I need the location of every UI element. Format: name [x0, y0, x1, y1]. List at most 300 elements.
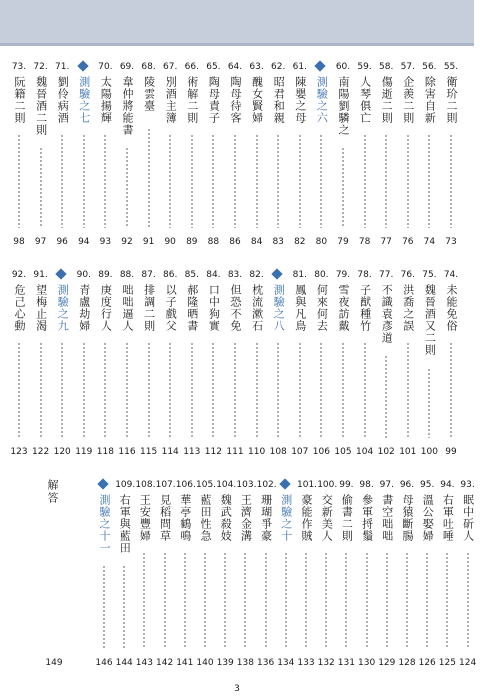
entry-title: 見稻問草	[158, 494, 172, 542]
entry-number: 57.	[400, 62, 415, 72]
toc-section-3	[0, 480, 477, 670]
toc-section-heading	[75, 62, 93, 247]
entry-number: 61.	[292, 62, 307, 72]
entry-title: 陳嬰之母	[293, 76, 307, 124]
entry-title: 陵雲臺	[142, 76, 156, 112]
entry-number: 99.	[339, 480, 354, 490]
entry-number: 80.	[314, 270, 329, 280]
entry-page-number: 131	[337, 658, 355, 668]
entry-page-number: 141	[176, 658, 194, 668]
entry-title: 除害自新	[423, 76, 437, 124]
toc-entry	[75, 270, 93, 460]
entry-title: 咄咄逼人	[121, 284, 134, 332]
toc-entry	[53, 62, 71, 247]
toc-entry	[377, 270, 395, 460]
toc-section-heading	[277, 480, 295, 670]
entry-title: 不識袁彥道	[380, 284, 394, 344]
entry-page-number: 107	[291, 447, 309, 457]
leader-dots	[320, 342, 322, 438]
entry-title: 珊瑚爭豪	[259, 494, 273, 542]
entry-number: 72.	[33, 62, 48, 72]
entry-title: 魏武殺妓	[219, 494, 233, 542]
entry-page-number: 92	[121, 237, 133, 247]
entry-number: 85.	[184, 270, 199, 280]
toc-entry	[140, 62, 158, 247]
toc-section-2	[0, 270, 474, 460]
entry-page-number: 79	[337, 237, 349, 247]
entry-page-number: 138	[236, 658, 254, 668]
entry-title: 測驗之六	[315, 76, 329, 124]
toc-entry	[312, 270, 330, 460]
leader-dots	[428, 134, 430, 228]
leader-dots	[299, 342, 301, 438]
entry-page-number: 76	[402, 237, 414, 247]
entry-page-number: 86	[229, 237, 241, 247]
leader-dots	[385, 355, 387, 438]
entry-page-number: 120	[53, 447, 71, 457]
entry-page-number: 110	[248, 447, 266, 457]
leader-dots	[450, 342, 452, 438]
entry-page-number: 122	[32, 447, 50, 457]
entry-page-number: 104	[356, 447, 374, 457]
leader-dots	[450, 134, 452, 228]
toc-entry	[236, 480, 257, 670]
entry-number: 84.	[206, 270, 221, 280]
leader-dots	[18, 342, 20, 438]
entry-title: 企羨二則	[401, 76, 415, 124]
entry-number: 96.	[399, 480, 415, 490]
entry-title: 華亭鶴鳴	[178, 494, 192, 542]
entry-number: 91.	[33, 270, 48, 280]
entry-title: 排調二則	[142, 284, 156, 332]
leader-dots	[366, 552, 368, 648]
toc-entry	[317, 480, 338, 670]
entry-page-number: 136	[257, 658, 275, 668]
entry-number: 82.	[249, 270, 264, 280]
toc-entry	[257, 480, 275, 670]
entry-title: 藍田性急	[199, 494, 212, 542]
entry-page-number: 91	[142, 237, 155, 247]
entry-number: 74.	[443, 270, 459, 280]
entry-number: 65.	[206, 62, 221, 72]
entry-page-number: 133	[297, 658, 315, 668]
toc-entry	[196, 480, 217, 670]
entry-title: 阮籍二則	[13, 76, 26, 124]
entry-page-number: 142	[156, 658, 174, 668]
toc-entry	[269, 62, 287, 247]
entry-page-number: 97	[34, 237, 47, 247]
entry-page-number: 144	[115, 658, 133, 668]
entry-page-number: 96	[56, 237, 68, 247]
entry-number: 90.	[76, 270, 91, 280]
entry-title: 書空咄咄	[380, 494, 394, 542]
entry-page-number: 123	[10, 447, 28, 457]
toc-entry	[356, 270, 374, 460]
leader-dots	[83, 134, 85, 228]
leader-dots	[265, 552, 267, 648]
entry-number: 79.	[335, 270, 351, 280]
toc-entry	[161, 62, 179, 247]
leader-dots	[191, 134, 193, 228]
entry-number: 77.	[379, 270, 394, 280]
toc-entry	[32, 62, 50, 247]
entry-title: 陶母待客	[229, 76, 242, 124]
toc-entry	[459, 480, 477, 670]
toc-entry	[226, 270, 244, 460]
toc-entry	[204, 270, 222, 460]
leader-dots	[18, 134, 20, 228]
entry-page-number: 80	[315, 237, 328, 247]
toc-entry	[183, 270, 201, 460]
toc-entry	[399, 62, 417, 247]
answers-title: 解答	[46, 479, 59, 505]
entry-page-number: 100	[420, 447, 438, 457]
entry-page-number: 77	[380, 237, 392, 247]
entry-number: 62.	[271, 62, 286, 72]
entry-title: 測驗之七	[77, 76, 91, 124]
entry-title: 右軍與藍田	[118, 494, 132, 554]
entry-number: 98.	[359, 480, 374, 490]
toc-entry	[156, 480, 174, 670]
leader-dots	[407, 342, 409, 438]
leader-dots	[244, 552, 246, 648]
entry-title: 太陽揚輝	[99, 76, 113, 124]
entry-title: 青盧劫婦	[77, 284, 91, 332]
entry-title: 術解二則	[185, 76, 199, 124]
leader-dots	[184, 552, 186, 648]
entry-page-number: 118	[96, 447, 114, 457]
entry-title: 測驗之十一	[98, 494, 111, 554]
entry-title: 洪喬之誤	[401, 284, 415, 332]
toc-entry	[297, 480, 318, 670]
toc-entry	[442, 270, 460, 460]
entry-title: 衛玠二則	[445, 76, 458, 124]
toc-entry	[161, 270, 179, 460]
toc-entry	[140, 270, 158, 460]
entry-number: 66.	[184, 62, 199, 72]
entry-page-number: 101	[399, 447, 417, 457]
leader-dots	[40, 147, 42, 228]
entry-title: 韋仲將能書	[121, 76, 134, 136]
toc-section-1	[0, 62, 474, 247]
entry-page-number: 84	[250, 237, 263, 247]
entry-page-number: 114	[161, 447, 179, 457]
entry-title: 何來何去	[315, 284, 329, 332]
entry-number: 89.	[98, 270, 113, 280]
entry-title: 望梅止渴	[34, 284, 48, 332]
entry-page-number: 134	[277, 658, 295, 668]
toc-entry	[291, 62, 309, 247]
leader-dots	[407, 134, 409, 228]
entry-page-number: 82	[294, 237, 306, 247]
entry-number: 60.	[335, 62, 351, 72]
leader-dots	[426, 552, 428, 648]
entry-title: 溫公娶婦	[421, 494, 435, 542]
leader-dots	[104, 134, 106, 228]
leader-dots	[234, 342, 236, 438]
entry-number: 70.	[98, 62, 113, 72]
toc-entry	[204, 62, 222, 247]
toc-entry	[118, 270, 136, 460]
entry-number: 88.	[119, 270, 135, 280]
leader-dots	[342, 147, 344, 228]
entry-title: 母猿斷腸	[401, 494, 414, 542]
toc-entry	[291, 270, 309, 460]
entry-title: 劉伶病酒	[56, 76, 70, 124]
leader-dots	[224, 552, 226, 648]
entry-number: 87.	[141, 270, 156, 280]
entry-page-number: 106	[312, 447, 330, 457]
entry-page-number: 88	[207, 237, 220, 247]
toc-entry	[377, 62, 395, 247]
entry-title: 口中狗實	[207, 284, 221, 332]
entry-number: 106.	[175, 480, 196, 490]
entry-number: 64.	[227, 62, 243, 72]
leader-dots	[164, 552, 166, 648]
entry-number: 63.	[249, 62, 264, 72]
entry-number: 83.	[227, 270, 243, 280]
entry-title: 偷書二則	[340, 494, 354, 542]
entry-page-number: 146	[95, 658, 113, 668]
entry-title: 別酒主簿	[164, 76, 178, 124]
entry-page-number: 102	[377, 447, 395, 457]
entry-title: 豪能作賊	[300, 494, 313, 542]
entry-page-number: 113	[183, 447, 201, 457]
leader-dots	[406, 552, 408, 648]
leader-dots	[364, 342, 366, 438]
entry-title: 雪夜訪戴	[337, 284, 350, 332]
leader-dots	[204, 552, 206, 648]
entry-number: 78.	[357, 270, 372, 280]
entry-page-number: 93	[99, 237, 112, 247]
entry-title: 枕流漱石	[250, 284, 264, 332]
entry-page-number: 128	[398, 658, 416, 668]
leader-dots	[126, 342, 128, 438]
leader-dots	[285, 552, 287, 648]
leader-dots	[169, 342, 171, 438]
diamond-icon	[97, 478, 108, 489]
leader-dots	[256, 134, 258, 228]
entry-page-number: 108	[269, 447, 287, 457]
toc-entry	[420, 270, 438, 460]
entry-page-number: 139	[216, 658, 234, 668]
entry-title: 南陽劉驎之	[337, 76, 350, 136]
leader-dots	[40, 342, 42, 438]
entry-page-number: 115	[140, 447, 158, 457]
entry-page-number: 105	[334, 447, 352, 457]
leader-dots	[325, 552, 327, 648]
entry-title: 人琴俱亡	[358, 76, 372, 124]
entry-title: 鳳與凡鳥	[293, 284, 307, 332]
leader-dots	[446, 552, 448, 648]
entry-title: 魏晉酒又二則	[423, 284, 437, 356]
leader-dots	[212, 342, 214, 438]
diamond-icon	[56, 268, 67, 279]
leader-dots	[385, 134, 387, 228]
entry-number: 97.	[379, 480, 394, 490]
leader-dots	[467, 552, 469, 648]
entry-page-number: 140	[196, 658, 214, 668]
toc-entry	[398, 480, 416, 670]
toc-entry	[438, 480, 456, 670]
diamond-icon	[77, 60, 88, 71]
leader-dots	[428, 368, 430, 438]
entry-number: 67.	[163, 62, 178, 72]
leader-dots	[320, 134, 322, 228]
entry-page-number: 130	[358, 658, 376, 668]
toc-entry	[334, 270, 352, 460]
toc-entry	[96, 62, 114, 247]
entry-page-number: 74	[423, 237, 436, 247]
toc-entry	[418, 480, 436, 670]
entry-page-number: 73	[445, 237, 457, 247]
entry-page-number: 119	[75, 447, 93, 457]
entry-number: 103.	[236, 480, 257, 490]
entry-page-number: 125	[438, 658, 456, 668]
toc-entry	[135, 480, 156, 670]
leader-dots	[277, 342, 279, 438]
leader-dots	[126, 147, 128, 228]
toc-entry	[337, 480, 355, 670]
page-number: 3	[234, 684, 240, 694]
top-color-band	[0, 0, 474, 46]
toc-entry	[96, 270, 114, 460]
diamond-icon	[315, 60, 326, 71]
entry-title: 右軍吐唾	[441, 494, 455, 542]
entry-page-number: 78	[358, 237, 371, 247]
toc-entry	[183, 62, 201, 247]
leader-dots	[61, 134, 63, 228]
entry-title: 魏晉酒二則	[34, 76, 48, 136]
entry-title: 眠中斫人	[461, 494, 475, 542]
entry-page-number: 83	[272, 237, 284, 247]
entry-page-number: 132	[317, 658, 335, 668]
entry-title: 測驗之九	[56, 284, 70, 332]
toc-entry	[248, 270, 266, 460]
entry-title: 危己心動	[13, 284, 26, 332]
diamond-icon	[272, 268, 283, 279]
leader-dots	[143, 552, 145, 648]
entry-number: 102.	[256, 480, 277, 490]
entry-number: 92.	[11, 270, 27, 280]
entry-page-number: 129	[378, 658, 396, 668]
toc-entry	[118, 62, 136, 247]
toc-entry	[356, 62, 374, 247]
entry-number: 76.	[400, 270, 415, 280]
entry-number: 105.	[196, 480, 217, 490]
entry-title: 測驗之八	[272, 284, 286, 332]
entry-page-number: 126	[418, 658, 436, 668]
entry-title: 但恐不免	[229, 284, 242, 332]
entry-title: 陶母責子	[207, 76, 221, 124]
entry-number: 101.	[297, 480, 318, 490]
entry-number: 94.	[440, 480, 455, 490]
entry-number: 93.	[460, 480, 475, 490]
leader-dots	[345, 552, 347, 648]
toc-entry	[420, 62, 438, 247]
entry-number: 86.	[163, 270, 178, 280]
entry-title: 昭君和親	[272, 76, 286, 124]
leader-dots	[61, 342, 63, 438]
toc-entry	[10, 270, 28, 460]
entry-number: 109.	[115, 480, 136, 490]
entry-number: 59.	[357, 62, 372, 72]
entry-title: 庚度行人	[99, 284, 113, 332]
entry-page-number: 89	[186, 237, 198, 247]
toc-entry	[334, 62, 352, 247]
entry-number: 100.	[317, 480, 338, 490]
entry-page-number: 90	[164, 237, 176, 247]
leader-dots	[386, 552, 388, 648]
leader-dots	[364, 134, 366, 228]
entry-title: 王安豐婦	[138, 494, 152, 542]
leader-dots	[305, 552, 307, 648]
toc-entry	[358, 480, 376, 670]
entry-number: 55.	[443, 62, 459, 72]
entry-page-number: 99	[445, 447, 457, 457]
answers-page: 149	[45, 658, 63, 668]
entry-page-number: 116	[118, 447, 136, 457]
toc-entry	[216, 480, 237, 670]
entry-number: 107.	[155, 480, 176, 490]
entry-title: 醜女賢婦	[250, 76, 264, 124]
leader-dots	[148, 128, 150, 228]
entry-number: 56.	[422, 62, 437, 72]
entry-title: 測驗之十	[279, 494, 293, 542]
toc-entry	[399, 270, 417, 460]
entry-number: 69.	[119, 62, 135, 72]
entry-page-number: 94	[78, 237, 90, 247]
leader-dots	[277, 134, 279, 228]
toc-section-heading	[53, 270, 71, 460]
leader-dots	[148, 342, 150, 438]
toc-entry	[115, 480, 136, 670]
entry-page-number: 111	[226, 447, 244, 457]
toc-section-heading	[95, 480, 113, 670]
entry-title: 未能免俗	[445, 284, 458, 332]
entry-number: 104.	[216, 480, 237, 490]
toc-entry	[248, 62, 266, 247]
entry-page-number: 98	[13, 237, 25, 247]
entry-number: 68.	[141, 62, 156, 72]
entry-number: 71.	[55, 62, 70, 72]
leader-dots	[169, 134, 171, 228]
entry-number: 75.	[422, 270, 437, 280]
entry-number: 108.	[135, 480, 156, 490]
toc-entry	[32, 270, 50, 460]
leader-dots	[299, 134, 301, 228]
leader-dots	[104, 342, 106, 438]
entry-number: 81.	[292, 270, 307, 280]
entry-page-number: 112	[204, 447, 222, 457]
toc-entry	[226, 62, 244, 247]
toc-entry	[442, 62, 460, 247]
toc-entry	[378, 480, 396, 670]
entry-title: 郝隆晒書	[185, 284, 199, 332]
entry-number: 73.	[11, 62, 27, 72]
toc-section-heading	[312, 62, 330, 247]
entry-title: 以子戲父	[164, 284, 178, 332]
diamond-icon	[279, 478, 290, 489]
toc-section-heading	[269, 270, 287, 460]
leader-dots	[83, 342, 85, 438]
entry-number: 95.	[420, 480, 435, 490]
leader-dots	[191, 342, 193, 438]
leader-dots	[103, 565, 105, 648]
entry-title: 參軍捋鬚	[360, 494, 374, 542]
entry-title: 王濟金溝	[239, 494, 253, 542]
entry-page-number: 124	[459, 658, 477, 668]
